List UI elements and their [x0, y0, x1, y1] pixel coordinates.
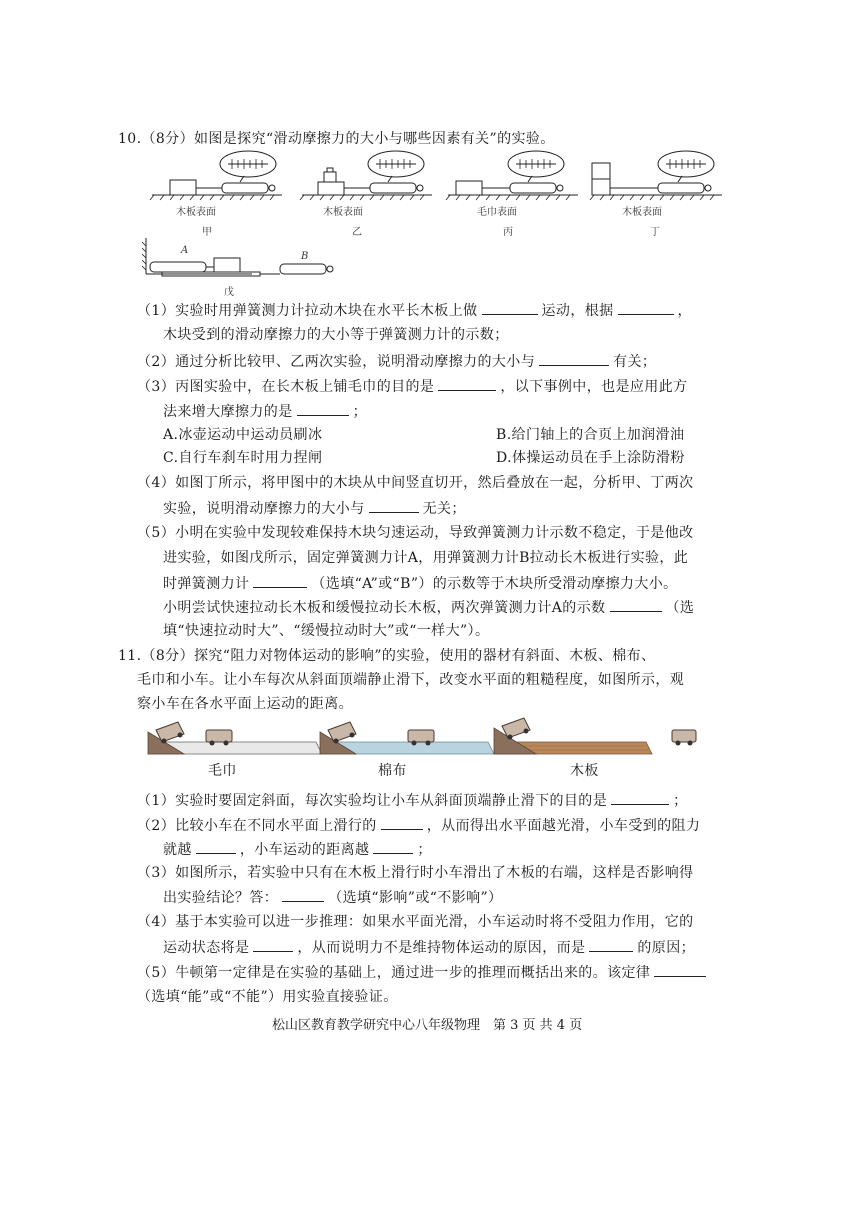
label-wood: 木板 — [570, 763, 599, 779]
q10-p5-text-d: （选填“A”或“B”）的示数等于木块所受滑动摩擦力大小。 — [311, 576, 678, 592]
q11-p1-text-a: （1）实验时要固定斜面，每次实验均让小车从斜面顶端静止滑下的目的是 — [137, 793, 608, 809]
q10-p3-line2 — [163, 401, 367, 422]
caption-surface-2: 木板表面 — [323, 207, 363, 218]
q10-p3-blank-1[interactable] — [438, 376, 496, 391]
q11-p4-text-b: 运动状态将是 — [163, 940, 250, 956]
q10-p4-blank[interactable] — [369, 498, 419, 513]
q11-p5-blank[interactable] — [654, 962, 706, 977]
q10-p3-text-c: 法来增大摩擦力的是 — [163, 404, 293, 420]
q10-p1-text-a: （1）实验时用弹簧测力计拉动木块在水平长木板上做 — [137, 303, 478, 319]
q11-p1-line — [137, 790, 688, 811]
q10-figure-row — [148, 150, 728, 236]
q11-p3-line2 — [163, 887, 502, 908]
q10-p2-blank[interactable] — [539, 351, 609, 366]
q10-header: 10.（8分）如图是探究“滑动摩擦力的大小与哪些因素有关”的实验。 — [118, 131, 555, 147]
q11-p5-line2: （选填“能”或“不能”）用实验直接验证。 — [137, 989, 398, 1005]
q11-p2-text-c: 就越 — [163, 842, 192, 858]
label-towel: 毛巾 — [208, 763, 237, 779]
q10-p1-text-c: ， — [677, 303, 692, 319]
q10-p1-blank-1[interactable] — [482, 300, 538, 315]
caption-surface-1: 木板表面 — [176, 207, 216, 218]
caption-label-bing: 丙 — [503, 227, 513, 238]
q10-p5-blank-1[interactable] — [253, 573, 307, 588]
setup-towel — [148, 722, 322, 754]
q11-p3-line1: （3）如图所示，若实验中只有在木板上滑行时小车滑出了木板的右端，这样是否影响得 — [137, 865, 694, 881]
caption-surface-3: 毛巾表面 — [477, 207, 517, 218]
caption-label-ding: 丁 — [650, 227, 660, 238]
q10-p4-line1: （4）如图丁所示，将甲图中的木块从中间竖直切开，然后叠放在一起，分析甲、丁两次 — [137, 475, 694, 491]
q11-p4-line1: （4）基于本实验可以进一步推理：如果水平面光滑，小车运动时将不受阻力作用，它的 — [137, 914, 694, 930]
fig-bing — [446, 151, 578, 200]
setup-wood — [494, 718, 696, 754]
q10-p3-text-d: ； — [352, 404, 368, 420]
q10-p3-line1 — [137, 376, 688, 397]
q10-p1-blank-2[interactable] — [618, 300, 674, 315]
q11-p2-blank-2[interactable] — [196, 839, 236, 854]
q10-p5-text-f: （选 — [665, 600, 695, 616]
setup-cotton — [320, 722, 494, 754]
q10-p3-text-a: （3）丙图实验中，在长木板上铺毛巾的目的是 — [137, 379, 435, 395]
q10-option-d: D.体操运动员在手上涂防滑粉 — [496, 450, 685, 466]
q10-p4-text-c: 无关； — [422, 501, 466, 517]
fig-yi — [300, 151, 432, 200]
caption-label-jia: 甲 — [202, 227, 212, 238]
q10-p1-line1 — [137, 300, 692, 321]
q11-p4-line2 — [163, 937, 695, 958]
q11-p2-line1 — [137, 815, 700, 836]
q10-p5-line5: 填“快速拉动时大”、“缓慢拉动时大”或“一样大”）。 — [163, 623, 490, 639]
q10-p5-blank-2[interactable] — [610, 597, 662, 612]
q11-p2-blank-3[interactable] — [373, 839, 413, 854]
q11-p4-text-d: 的原因； — [637, 940, 696, 956]
q11-p5-text-a: （5）牛顿第一定律是在实验的基础上，通过进一步的推理而概括出来的。该定律 — [137, 965, 651, 981]
fig-jia — [150, 151, 282, 200]
q10-p5-text-e: 小明尝试快速拉动长木板和缓慢拉动长木板，两次弹簧测力计A的示数 — [163, 600, 606, 616]
q11-p4-text-c: ，从而说明力不是维持物体运动的原因，而是 — [297, 940, 586, 956]
page-footer: 松山区教育教学研究中心八年级物理 第 3 页 共 4 页 — [272, 1018, 583, 1033]
q11-p2-text-d: ，小车运动的距离越 — [239, 842, 370, 858]
caption-surface-4: 木板表面 — [622, 207, 662, 218]
label-cotton: 棉布 — [378, 763, 407, 779]
q10-p5-line4 — [163, 597, 694, 618]
q10-p2-line — [137, 351, 656, 372]
q10-option-b: B.给门轴上的合页上加润滑油 — [496, 427, 685, 443]
q11-p2-text-a: （2）比较小车在不同水平面上滑行的 — [137, 818, 377, 834]
fig-wu — [142, 238, 342, 280]
q11-p2-blank-1[interactable] — [381, 815, 423, 830]
q10-p5-line2: 进实验，如图戊所示，固定弹簧测力计A，用弹簧测力计B拉动长木板进行实验，此 — [163, 550, 689, 566]
caption-B: B — [301, 251, 309, 262]
q10-p3-blank-2[interactable] — [297, 401, 349, 416]
q11-p2-line2 — [163, 839, 432, 860]
q11-figure — [144, 716, 714, 760]
q10-option-a: A.冰壶运动中运动员刷冰 — [163, 427, 323, 443]
caption-label-wu: 戊 — [224, 287, 234, 298]
q10-p4-text-b: 实验，说明滑动摩擦力的大小与 — [163, 501, 365, 517]
q10-p2-text-b: 有关； — [613, 354, 657, 370]
q10-option-c: C.自行车刹车时用力捏闸 — [163, 450, 323, 466]
q11-p2-text-e: ； — [417, 842, 432, 858]
caption-label-yi: 乙 — [352, 227, 362, 238]
q10-p3-text-b: ，以下事例中，也是应用此方 — [500, 379, 688, 395]
q11-p4-blank-1[interactable] — [253, 937, 293, 952]
q10-p5-line3 — [163, 573, 678, 594]
q11-p4-blank-2[interactable] — [589, 937, 633, 952]
q11-p3-text-c: （选填“影响”或“不影响”） — [328, 890, 503, 906]
q11-p3-blank[interactable] — [282, 887, 324, 902]
caption-A: A — [181, 245, 189, 256]
q10-p1-line2: 木块受到的滑动摩擦力的大小等于弹簧测力计的示数； — [163, 327, 509, 343]
q10-p2-text-a: （2）通过分析比较甲、乙两次实验，说明滑动摩擦力的大小与 — [137, 354, 536, 370]
q10-p5-line1: （5）小明在实验中发现较难保持木块匀速运动，导致弹簧测力计示数不稳定，于是他改 — [137, 525, 694, 541]
q11-p2-text-b: ，从而得出水平面越光滑，小车受到的阻力 — [426, 818, 701, 834]
q10-p1-text-b: 运动，根据 — [541, 303, 614, 319]
q11-intro-line1: 11.（8分）探究“阻力对物体运动的影响”的实验，使用的器材有斜面、木板、棉布、 — [118, 648, 656, 664]
fig-ding — [590, 151, 722, 200]
q11-intro-line3: 察小车在各水平面上运动的距离。 — [137, 696, 353, 712]
q11-intro-line2: 毛巾和小车。让小车每次从斜面顶端静止滑下，改变水平面的粗糙程度，如图所示，观 — [137, 672, 685, 688]
q10-p5-text-c: 时弹簧测力计 — [163, 576, 250, 592]
q10-p4-line2 — [163, 498, 466, 519]
q11-p1-text-b: ； — [673, 793, 688, 809]
q11-p5-line1 — [137, 962, 710, 983]
q11-p3-text-b: 出实验结论？答： — [163, 890, 279, 906]
q11-p1-blank[interactable] — [611, 790, 669, 805]
